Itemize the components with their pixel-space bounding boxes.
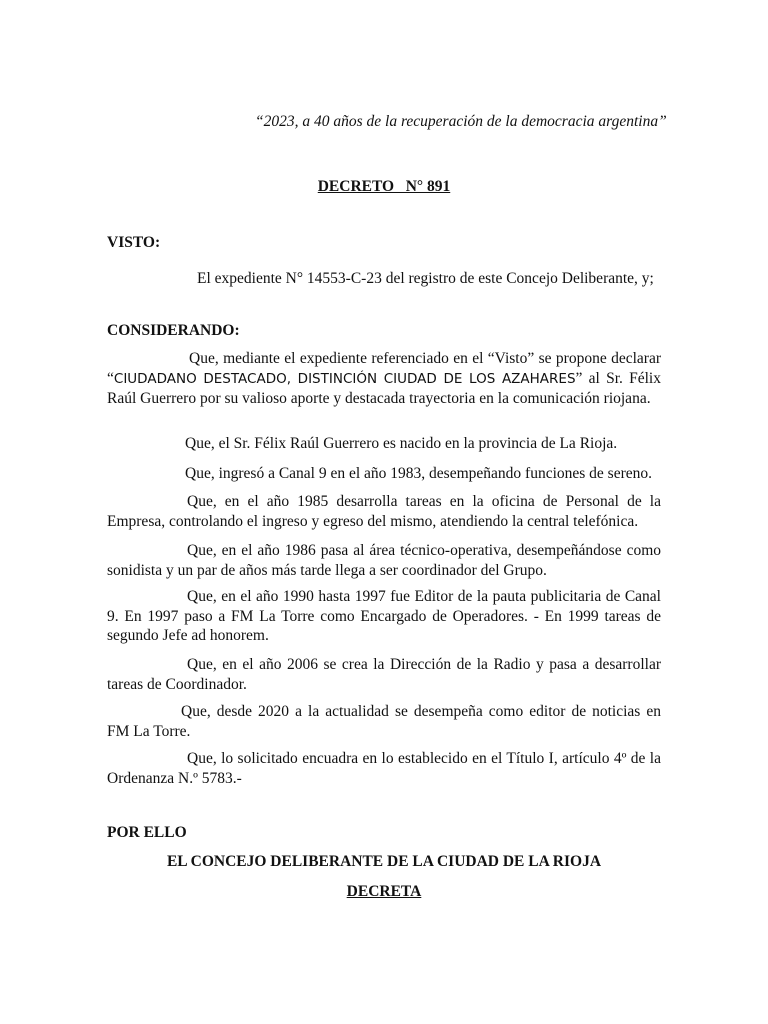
considerando-paragraph-1 xyxy=(107,349,661,409)
p6-text: Que, en el año 1990 hasta 1997 fue Editor de la pauta publicitaria de Canal 9. En 1997 paso a FM La Torre como Encargado de Operadores. - En 1999 tareas de segundo Jefe ad honorem. xyxy=(107,588,661,644)
motto-line: “2023, a 40 años de la recuperación de la democracia argentina” xyxy=(255,113,667,130)
p9-text: Que, lo solicitado encuadra en lo establecido en el Título I, artículo 4º de la Ordenanza N.º 5783.- xyxy=(107,750,661,787)
p1-distinction: CIUDADANO DESTACADO, DISTINCIÓN CIUDAD DE LOS AZAHARES xyxy=(113,370,576,387)
decreta-heading xyxy=(0,883,768,901)
considerando-paragraph-4 xyxy=(107,492,661,531)
p1-part-c: ” al Sr. Félix Raúl Guerrero por su valioso aporte y destacada trayectoria en la comunicación riojana. xyxy=(107,369,661,407)
decree-title-text: DECRETO N° 891 xyxy=(317,178,451,195)
visto-heading: VISTO: xyxy=(107,234,161,251)
decree-title xyxy=(0,178,768,196)
p2-text: Que, el Sr. Félix Raúl Guerrero es nacido en la provincia de La Rioja. xyxy=(185,435,618,452)
considerando-paragraph-2 xyxy=(107,434,661,454)
concejo-heading: EL CONCEJO DELIBERANTE DE LA CIUDAD DE LA RIOJA xyxy=(166,853,602,870)
p8-text: Que, desde 2020 a la actualidad se desempeña como editor de noticias en FM La Torre. xyxy=(107,703,661,740)
por-ello-heading: POR ELLO xyxy=(107,824,187,841)
p3-text: Que, ingresó a Canal 9 en el año 1983, desempeñando funciones de sereno. xyxy=(185,465,653,482)
considerando-paragraph-7 xyxy=(107,655,661,694)
visto-text: El expediente N° 14553-C-23 del registro de este Concejo Deliberante, y; xyxy=(197,270,654,287)
considerando-paragraph-9 xyxy=(107,749,661,788)
p7-text: Que, en el año 2006 se crea la Dirección de la Radio y pasa a desarrollar tareas de Coordinador. xyxy=(107,656,661,693)
considerando-paragraph-8 xyxy=(107,702,661,741)
considerando-heading: CONSIDERANDO: xyxy=(107,322,240,339)
considerando-paragraph-6 xyxy=(107,587,661,646)
p5-text: Que, en el año 1986 pasa al área técnico-operativa, desempeñándose como sonidista y un par de años más tarde llega a ser coordinador del Grupo. xyxy=(107,542,661,579)
p1-part-a: Que, mediante el expediente referenciado en el “Visto” se propone declarar “ xyxy=(107,350,661,387)
considerando-paragraph-5 xyxy=(107,541,661,580)
decreta-text: DECRETA xyxy=(346,883,422,900)
considerando-paragraph-3 xyxy=(107,464,661,484)
p4-text: Que, en el año 1985 desarrolla tareas en la oficina de Personal de la Empresa, controlando el ingreso y egreso del mismo, atendiendo la central telefónica. xyxy=(107,493,661,530)
